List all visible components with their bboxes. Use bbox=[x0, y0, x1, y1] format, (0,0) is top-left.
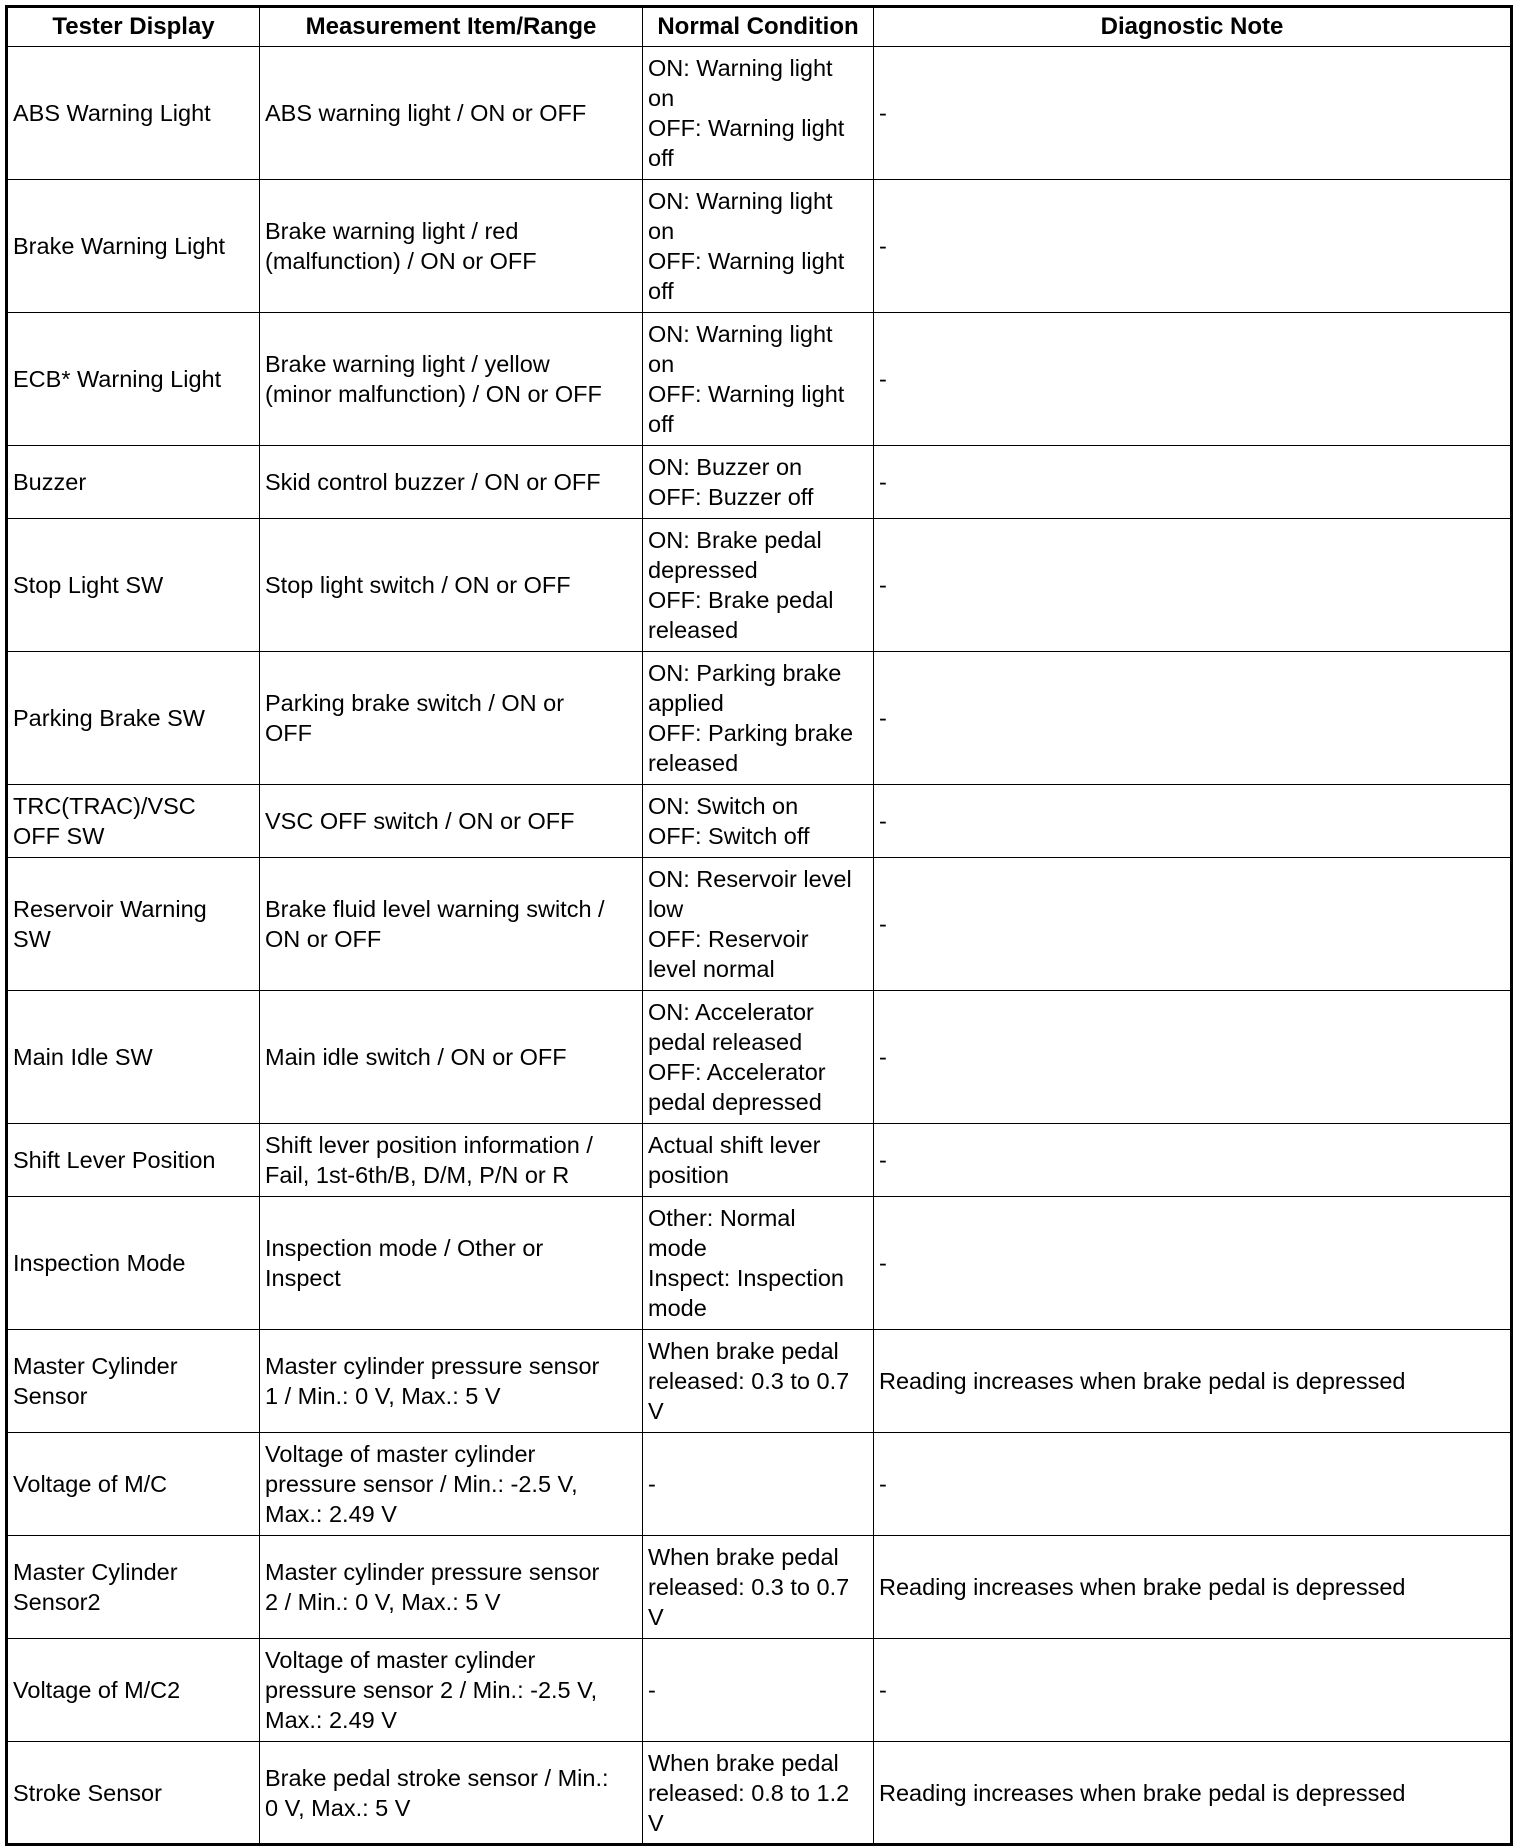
cell-tester-display: Parking Brake SW bbox=[7, 652, 260, 785]
cell-tester-display: Stop Light SW bbox=[7, 519, 260, 652]
cell-measurement: VSC OFF switch / ON or OFF bbox=[260, 785, 643, 858]
table-row bbox=[7, 1330, 1512, 1433]
table-row bbox=[7, 180, 1512, 313]
cell-tester-display: Voltage of M/C bbox=[7, 1433, 260, 1536]
table-row bbox=[7, 785, 1512, 858]
cell-normal-condition: - bbox=[643, 1639, 874, 1742]
header-measurement-item: Measurement Item/Range bbox=[260, 7, 643, 47]
cell-measurement: Parking brake switch / ON or OFF bbox=[260, 652, 643, 785]
cell-tester-display: Shift Lever Position bbox=[7, 1124, 260, 1197]
cell-diagnostic-note: - bbox=[874, 519, 1512, 652]
cell-diagnostic-note: - bbox=[874, 785, 1512, 858]
cell-tester-display: Master Cylinder Sensor bbox=[7, 1330, 260, 1433]
cell-normal-condition: Actual shift lever position bbox=[643, 1124, 874, 1197]
table-row bbox=[7, 313, 1512, 446]
cell-diagnostic-note: - bbox=[874, 1124, 1512, 1197]
cell-diagnostic-note: - bbox=[874, 1197, 1512, 1330]
cell-normal-condition: ON: Accelerator pedal released OFF: Accelerator pedal depressed bbox=[643, 991, 874, 1124]
cell-normal-condition: ON: Warning light on OFF: Warning light off bbox=[643, 180, 874, 313]
cell-measurement: Master cylinder pressure sensor 2 / Min.: 0 V, Max.: 5 V bbox=[260, 1536, 643, 1639]
cell-tester-display: Voltage of M/C2 bbox=[7, 1639, 260, 1742]
cell-measurement: Voltage of master cylinder pressure sensor / Min.: -2.5 V, Max.: 2.49 V bbox=[260, 1433, 643, 1536]
cell-normal-condition: ON: Parking brake applied OFF: Parking brake released bbox=[643, 652, 874, 785]
cell-tester-display: ABS Warning Light bbox=[7, 47, 260, 180]
cell-measurement: Skid control buzzer / ON or OFF bbox=[260, 446, 643, 519]
cell-diagnostic-note: - bbox=[874, 991, 1512, 1124]
cell-tester-display: TRC(TRAC)/VSC OFF SW bbox=[7, 785, 260, 858]
cell-measurement: Brake warning light / yellow (minor malfunction) / ON or OFF bbox=[260, 313, 643, 446]
table-row bbox=[7, 1433, 1512, 1536]
header-normal-condition: Normal Condition bbox=[643, 7, 874, 47]
cell-measurement: ABS warning light / ON or OFF bbox=[260, 47, 643, 180]
cell-tester-display: Main Idle SW bbox=[7, 991, 260, 1124]
cell-measurement: Brake pedal stroke sensor / Min.: 0 V, Max.: 5 V bbox=[260, 1742, 643, 1845]
cell-tester-display: Reservoir Warning SW bbox=[7, 858, 260, 991]
header-tester-display: Tester Display bbox=[7, 7, 260, 47]
cell-tester-display: Brake Warning Light bbox=[7, 180, 260, 313]
cell-measurement: Shift lever position information / Fail, 1st-6th/B, D/M, P/N or R bbox=[260, 1124, 643, 1197]
cell-measurement: Stop light switch / ON or OFF bbox=[260, 519, 643, 652]
cell-normal-condition: When brake pedal released: 0.8 to 1.2 V bbox=[643, 1742, 874, 1845]
cell-normal-condition: - bbox=[643, 1433, 874, 1536]
table-row bbox=[7, 991, 1512, 1124]
table-header-row bbox=[7, 7, 1512, 47]
table-row bbox=[7, 1124, 1512, 1197]
cell-diagnostic-note: - bbox=[874, 1433, 1512, 1536]
cell-normal-condition: Other: Normal mode Inspect: Inspection mode bbox=[643, 1197, 874, 1330]
cell-normal-condition: ON: Warning light on OFF: Warning light off bbox=[643, 47, 874, 180]
table-row bbox=[7, 446, 1512, 519]
cell-measurement: Inspection mode / Other or Inspect bbox=[260, 1197, 643, 1330]
table-row bbox=[7, 1536, 1512, 1639]
cell-measurement: Voltage of master cylinder pressure sensor 2 / Min.: -2.5 V, Max.: 2.49 V bbox=[260, 1639, 643, 1742]
cell-measurement: Brake warning light / red (malfunction) / ON or OFF bbox=[260, 180, 643, 313]
cell-normal-condition: When brake pedal released: 0.3 to 0.7 V bbox=[643, 1330, 874, 1433]
table-row bbox=[7, 519, 1512, 652]
table-row bbox=[7, 1197, 1512, 1330]
cell-measurement: Brake fluid level warning switch / ON or OFF bbox=[260, 858, 643, 991]
table-row bbox=[7, 47, 1512, 180]
cell-measurement: Main idle switch / ON or OFF bbox=[260, 991, 643, 1124]
cell-diagnostic-note: - bbox=[874, 180, 1512, 313]
cell-diagnostic-note: - bbox=[874, 858, 1512, 991]
cell-tester-display: Inspection Mode bbox=[7, 1197, 260, 1330]
table-row bbox=[7, 1639, 1512, 1742]
cell-diagnostic-note: - bbox=[874, 313, 1512, 446]
cell-normal-condition: ON: Warning light on OFF: Warning light off bbox=[643, 313, 874, 446]
cell-diagnostic-note: - bbox=[874, 1639, 1512, 1742]
cell-normal-condition: ON: Buzzer on OFF: Buzzer off bbox=[643, 446, 874, 519]
cell-measurement: Master cylinder pressure sensor 1 / Min.: 0 V, Max.: 5 V bbox=[260, 1330, 643, 1433]
table-row bbox=[7, 858, 1512, 991]
cell-diagnostic-note: Reading increases when brake pedal is depressed bbox=[874, 1536, 1512, 1639]
data-list-table bbox=[5, 5, 1513, 1846]
cell-diagnostic-note: - bbox=[874, 446, 1512, 519]
table-row bbox=[7, 1742, 1512, 1845]
data-list-sheet bbox=[5, 5, 1510, 1846]
cell-normal-condition: ON: Brake pedal depressed OFF: Brake pedal released bbox=[643, 519, 874, 652]
cell-tester-display: Stroke Sensor bbox=[7, 1742, 260, 1845]
cell-tester-display: Buzzer bbox=[7, 446, 260, 519]
cell-diagnostic-note: Reading increases when brake pedal is depressed bbox=[874, 1742, 1512, 1845]
cell-normal-condition: When brake pedal released: 0.3 to 0.7 V bbox=[643, 1536, 874, 1639]
cell-diagnostic-note: - bbox=[874, 652, 1512, 785]
cell-tester-display: Master Cylinder Sensor2 bbox=[7, 1536, 260, 1639]
table-row bbox=[7, 652, 1512, 785]
cell-diagnostic-note: - bbox=[874, 47, 1512, 180]
header-diagnostic-note: Diagnostic Note bbox=[874, 7, 1512, 47]
cell-normal-condition: ON: Switch on OFF: Switch off bbox=[643, 785, 874, 858]
cell-diagnostic-note: Reading increases when brake pedal is depressed bbox=[874, 1330, 1512, 1433]
cell-normal-condition: ON: Reservoir level low OFF: Reservoir level normal bbox=[643, 858, 874, 991]
cell-tester-display: ECB* Warning Light bbox=[7, 313, 260, 446]
